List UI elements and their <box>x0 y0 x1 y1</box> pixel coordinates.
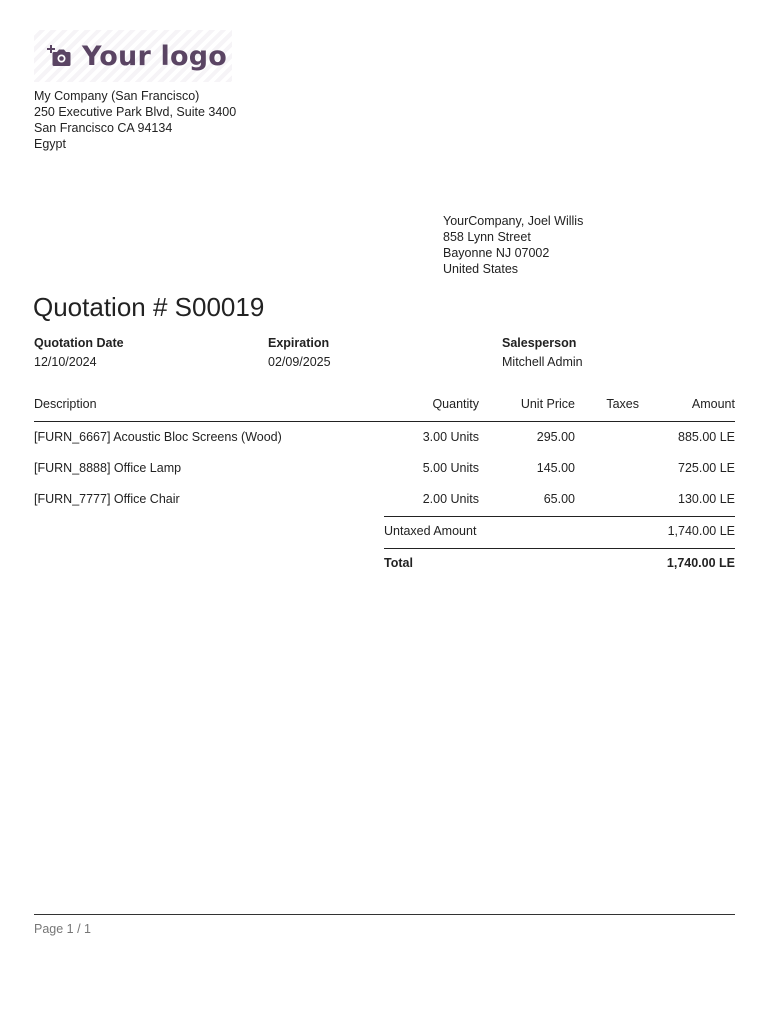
table-row <box>34 422 735 453</box>
document-title: Quotation # S00019 <box>33 292 265 322</box>
customer-address-line: YourCompany, Joel Willis <box>443 214 584 228</box>
header-amount: Amount <box>691 397 735 411</box>
totals-block <box>384 516 735 580</box>
row-description: [FURN_8888] Office Lamp <box>34 461 182 475</box>
untaxed-amount-value: 1,740.00 LE <box>667 524 735 538</box>
header-quantity: Quantity <box>432 397 479 411</box>
customer-address-line: Bayonne NJ 07002 <box>443 246 550 260</box>
table-row <box>34 453 735 484</box>
company-address-line: San Francisco CA 94134 <box>34 121 173 135</box>
row-description: [FURN_7777] Office Chair <box>34 492 180 506</box>
header-taxes: Taxes <box>606 397 639 411</box>
row-amount: 130.00 LE <box>678 492 735 506</box>
row-description: [FURN_6667] Acoustic Bloc Screens (Wood) <box>34 430 282 444</box>
table-header-row <box>34 390 735 422</box>
total-value: 1,740.00 LE <box>666 556 735 570</box>
row-quantity: 5.00 Units <box>422 461 479 475</box>
quotation-date-value: 12/10/2024 <box>34 355 97 369</box>
row-amount: 885.00 LE <box>678 430 735 444</box>
expiration-block <box>268 334 331 372</box>
logo-text: Your logo <box>82 40 228 72</box>
company-address-line: My Company (San Francisco) <box>34 89 200 103</box>
total-row <box>384 548 735 580</box>
untaxed-amount-label: Untaxed Amount <box>384 524 477 538</box>
company-address-line: 250 Executive Park Blvd, Suite 3400 <box>34 105 237 119</box>
row-unit-price: 295.00 <box>536 430 575 444</box>
total-label: Total <box>384 556 413 570</box>
expiration-label: Expiration <box>268 336 330 350</box>
header-description: Description <box>34 397 97 411</box>
row-quantity: 2.00 Units <box>422 492 479 506</box>
salesperson-value: Mitchell Admin <box>502 355 583 369</box>
row-unit-price: 65.00 <box>543 492 575 506</box>
page-number: Page 1 / 1 <box>34 922 91 936</box>
company-address-line: Egypt <box>34 137 66 151</box>
row-quantity: 3.00 Units <box>422 430 479 444</box>
salesperson-label: Salesperson <box>502 336 577 350</box>
quotation-date-label: Quotation Date <box>34 336 124 350</box>
quotation-date-block <box>34 334 124 372</box>
header-unit-price: Unit Price <box>520 397 575 411</box>
row-unit-price: 145.00 <box>536 461 575 475</box>
expiration-value: 02/09/2025 <box>268 355 331 369</box>
footer-divider <box>34 914 735 915</box>
untaxed-amount-row <box>384 516 735 548</box>
table-row <box>34 484 735 515</box>
order-lines-table <box>34 390 735 515</box>
salesperson-block <box>502 334 583 372</box>
customer-address-line: 858 Lynn Street <box>443 230 531 244</box>
camera-plus-icon <box>46 43 72 69</box>
company-address <box>34 88 236 152</box>
row-amount: 725.00 LE <box>678 461 735 475</box>
customer-address <box>443 213 583 277</box>
customer-address-line: United States <box>443 262 519 276</box>
company-logo <box>34 30 232 82</box>
